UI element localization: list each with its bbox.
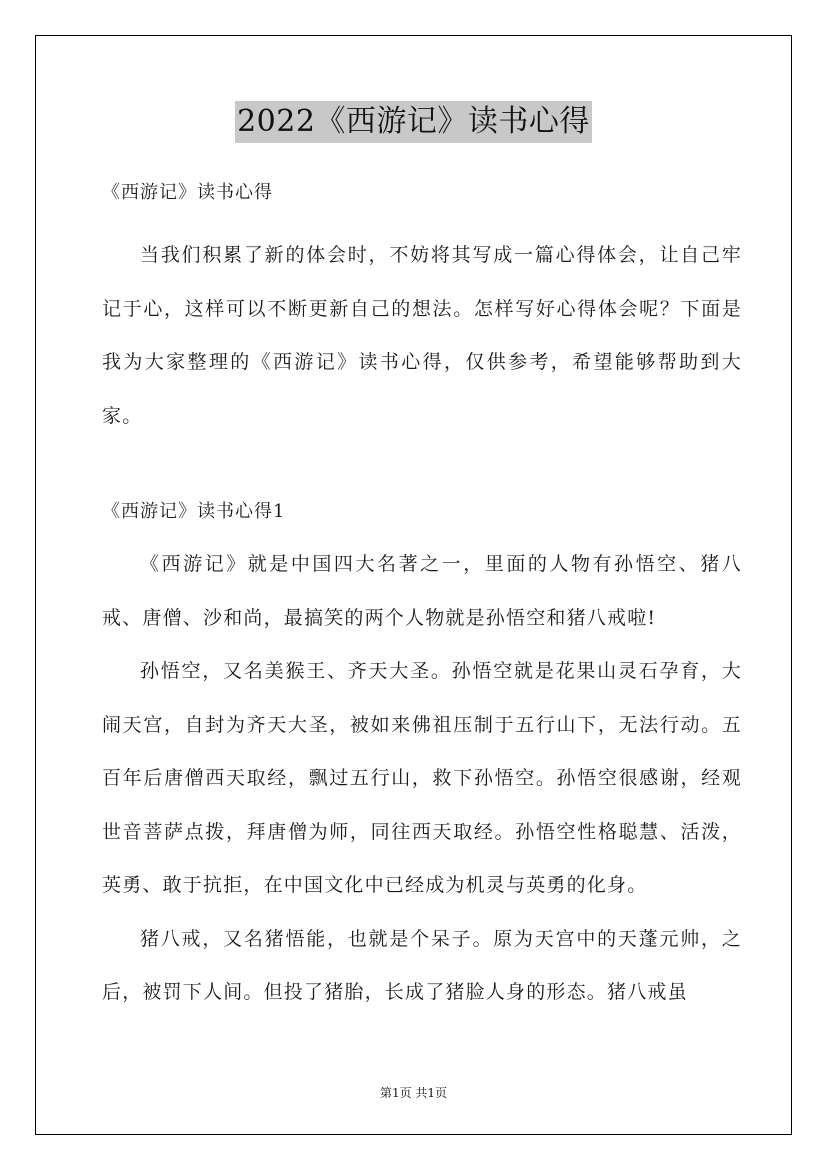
document-body <box>102 176 742 1020</box>
spacer <box>102 443 742 495</box>
section1-paragraph-2: 孙悟空，又名美猴王、齐天大圣。孙悟空就是花果山灵石孕育，大闹天宫，自封为齐天大圣，被如来佛祖压制于五行山下，无法行动。五百年后唐僧西天取经，飘过五行山，救下孙悟空。孙悟空很感谢，经观世音菩萨点拨，拜唐僧为师，同往西天取经。孙悟空性格聪慧、活泼，英勇、敢于抗拒，在中国文化中已经成为机灵与英勇的化身。 <box>102 660 742 896</box>
document-title: 2022《西游记》读书心得 <box>235 101 592 143</box>
section1-heading: 《西游记》读书心得1 <box>102 501 286 522</box>
page-footer: 第1页 共1页 <box>379 1086 448 1100</box>
section1-paragraph-1: 《西游记》就是中国四大名著之一，里面的人物有孙悟空、猪八戒、唐僧、沙和尚，最搞笑的两个人物就是孙悟空和猪八戒啦! <box>102 553 742 629</box>
spacer <box>102 210 742 229</box>
title-container <box>0 101 827 143</box>
intro-heading: 《西游记》读书心得 <box>102 182 273 203</box>
intro-paragraph: 当我们积累了新的体会时，不妨将其写成一篇心得体会，让自己牢记于心，这样可以不断更新自己的想法。怎样写好心得体会呢？下面是我为大家整理的《西游记》读书心得，仅供参考，希望能够帮助到大家。 <box>102 244 742 427</box>
spacer <box>102 529 742 538</box>
section1-paragraph-3: 猪八戒，又名猪悟能，也就是个呆子。原为天宫中的天蓬元帅，之后，被罚下人间。但投了猪胎，长成了猪脸人身的形态。猪八戒虽 <box>102 927 742 1003</box>
